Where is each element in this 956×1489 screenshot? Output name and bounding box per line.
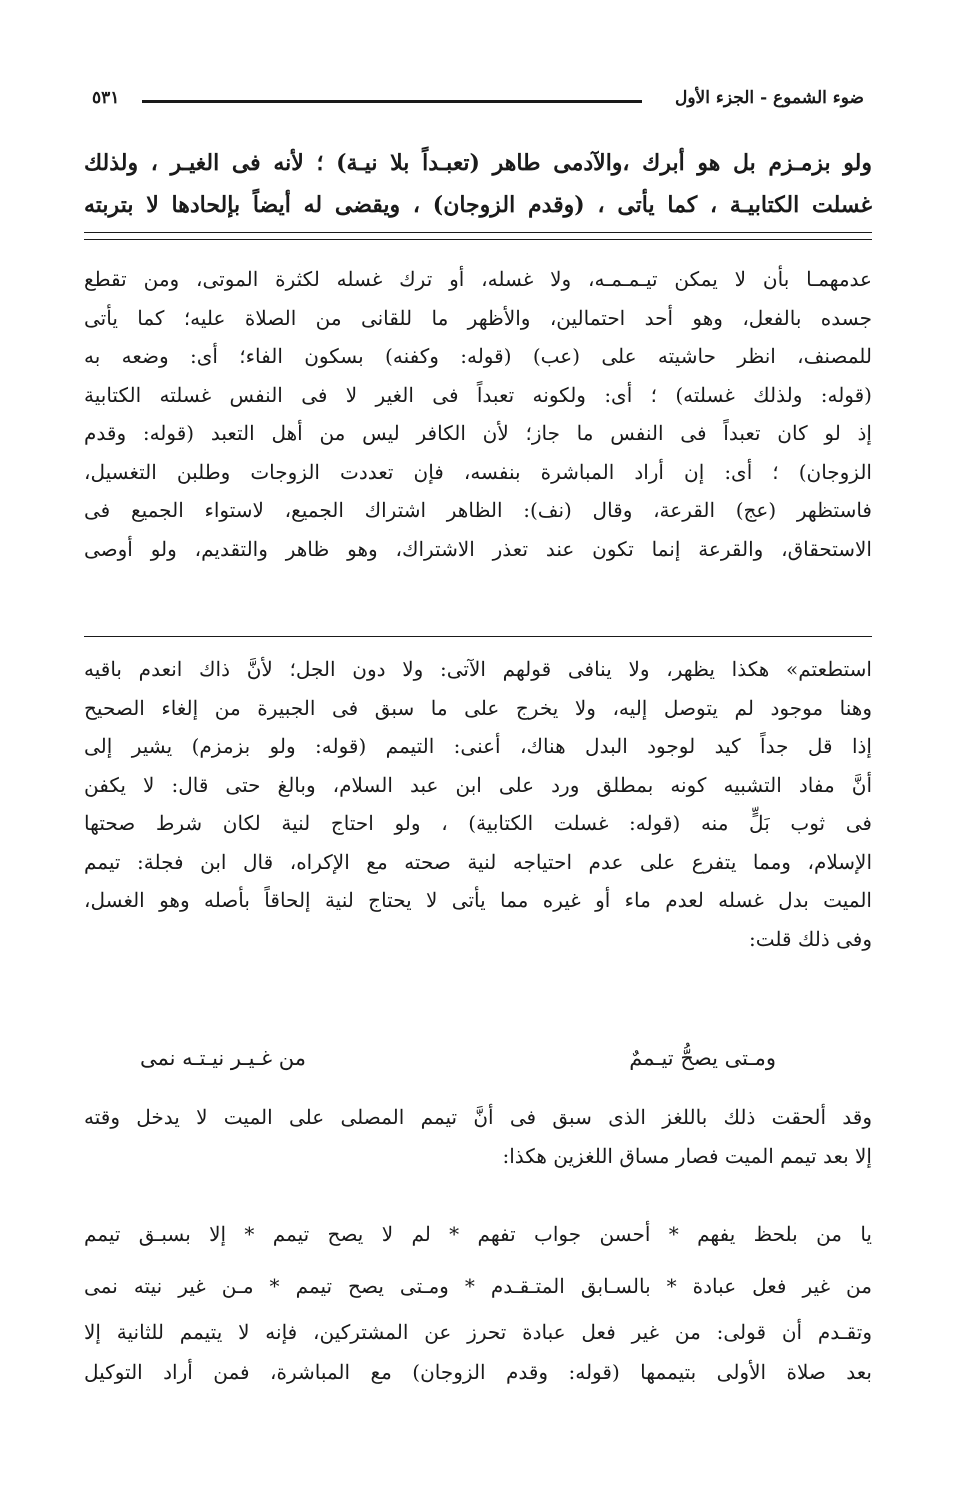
main-text-line: غسلت الكتابيـة ، كما يأتى ، (وقدم الزوجان) ، ويقضى له أيضاً بإلحادها لا بتربته: [84, 192, 872, 218]
commentary-line: بعد صلاة الأولى بتيممها (قوله: وقدم الزوجان) مع المباشرة، فمن أراد التوكيل: [84, 1360, 872, 1384]
page-number: ٥٣١: [92, 88, 120, 108]
poem-line: يا من بلحظ يفهم * أحسن جواب تفهم * لم لا يصح تيمم * إلا بسبـق تيمم: [84, 1222, 872, 1246]
main-text-separator: [84, 232, 872, 240]
commentary-line: للمصنف، انظر حاشيته على (عب) (قوله: وكفنه) بسكون الفاء؛ أى: وضعه به: [84, 344, 872, 368]
commentary-line: فى ثوب بَلٍّ منه (قوله: غسلت الكتابية) ، ولو احتاج لنية لكان شرط صحتها: [84, 811, 872, 835]
commentary-line: (قوله: ولذلك غسلته) ؛ أى: ولكونه تعبداً فى الغير لا فى النفس غسلته الكتابية: [84, 382, 872, 407]
verse: [120, 1040, 836, 1080]
commentary-line: الاستحقاق، والقرعة إنما تكون عند تعذر الاشتراك، وهو ظاهر والتقديم، ولو أوصى: [84, 536, 872, 561]
commentary-line: إذا قل جداً كيد لوجود البدل هناك، أعنى: التيمم (قوله: ولو بزمزم) يشير إلى: [84, 734, 872, 758]
commentary-line: وهنا موجود لم يتوصل إليه، ولا يخرج على ما سبق فى الجبيرة من إلغاء الصحيح: [84, 695, 872, 720]
commentary-separator: [84, 636, 872, 637]
poem-line: من غير فعل عبادة * بالسـابق المتـقـدم * ومـتى يصح تيمم * مـن غير نيته نمى: [84, 1274, 872, 1298]
page-header: [92, 86, 864, 114]
commentary-line: إلا بعد تيمم الميت فصار مساق اللغزين هكذا:: [502, 1143, 872, 1168]
commentary-line: الإسلام، ومما يتفرع على عدم احتياجه لنية صحته مع الإكراه، قال ابن فجلة: تيمم: [84, 849, 872, 874]
commentary-section-3: [84, 1098, 872, 1175]
header-rule-cap: [142, 100, 170, 103]
commentary-section-1: [84, 260, 872, 568]
commentary-line: عدمهمـا بأن لا يمكن تيـمـمـه، ولا غسله، أو ترك غسله لكثرة الموتى، ومن تقطع: [84, 267, 872, 291]
commentary-line: وفى ذلك قلت:: [748, 926, 872, 951]
commentary-line: جسده بالفعل، وهو أحد احتمالين، والأظهر ما للقانى من الصلاة عليه؛ كما يأتى: [84, 305, 872, 330]
commentary-line: وقد ألحقت ذلك باللغز الذى سبق فى أنَّ تيمم المصلى على الميت لا يدخل وقته: [84, 1105, 872, 1129]
commentary-line: استطعتم» هكذا يظهر، ولا ينافى قولهم الآتى: ولا دون الجل؛ لأنَّ ذاك انعدم باقيه: [84, 657, 872, 681]
commentary-line: فاستظهر (عج) القرعة، وقال (نف): الظاهر اشتراك الجميع، لاستواء الجميع فى: [84, 498, 872, 522]
header-rule-cap: [614, 100, 642, 103]
header-rule: [150, 100, 634, 103]
commentary-line: أنَّ مفاد التشبيه كونه بمطلق ورد على ابن عبد السلام، وبالغ حتى قال: لا يكفن: [84, 772, 872, 797]
main-text: [84, 142, 872, 226]
commentary-line: الزوجان) ؛ أى: إن أراد المباشرة بنفسه، فإن تعددت الزوجات وطلبن التغسيل،: [84, 459, 872, 484]
running-title: ضوء الشموع - الجزء الأول: [675, 88, 864, 108]
main-text-line: ولو بزمـزم بل هو أبرك ،والآدمى طاهر (تعبـداً بلا نيـة) ؛ لأنه فى الغيـر ، ولذلك: [84, 150, 872, 176]
verse-hemistich-2: من غـيـر نيـتـه نمى: [140, 1046, 307, 1070]
commentary-section-2: [84, 650, 872, 958]
poem-section: [84, 1208, 872, 1392]
commentary-line: وتقـدم أن قولى: من غير فعل عبادة تحرز عن المشتركين، فإنه لا يتيمم للثانية إلا: [84, 1320, 872, 1344]
commentary-line: إذ لو كان تعبداً فى النفس ما جاز؛ لأن الكافر ليس من أهل التعبد (قوله: وقدم: [84, 421, 872, 445]
commentary-line: الميت بدل غسله لعدم ماء أو غيره مما يأتى لا يحتاج لنية إلحاقاً بأصله وهو الغسل،: [84, 888, 872, 912]
verse-hemistich-1: ومـتى يصحُّ تيـممٌ: [629, 1046, 776, 1070]
